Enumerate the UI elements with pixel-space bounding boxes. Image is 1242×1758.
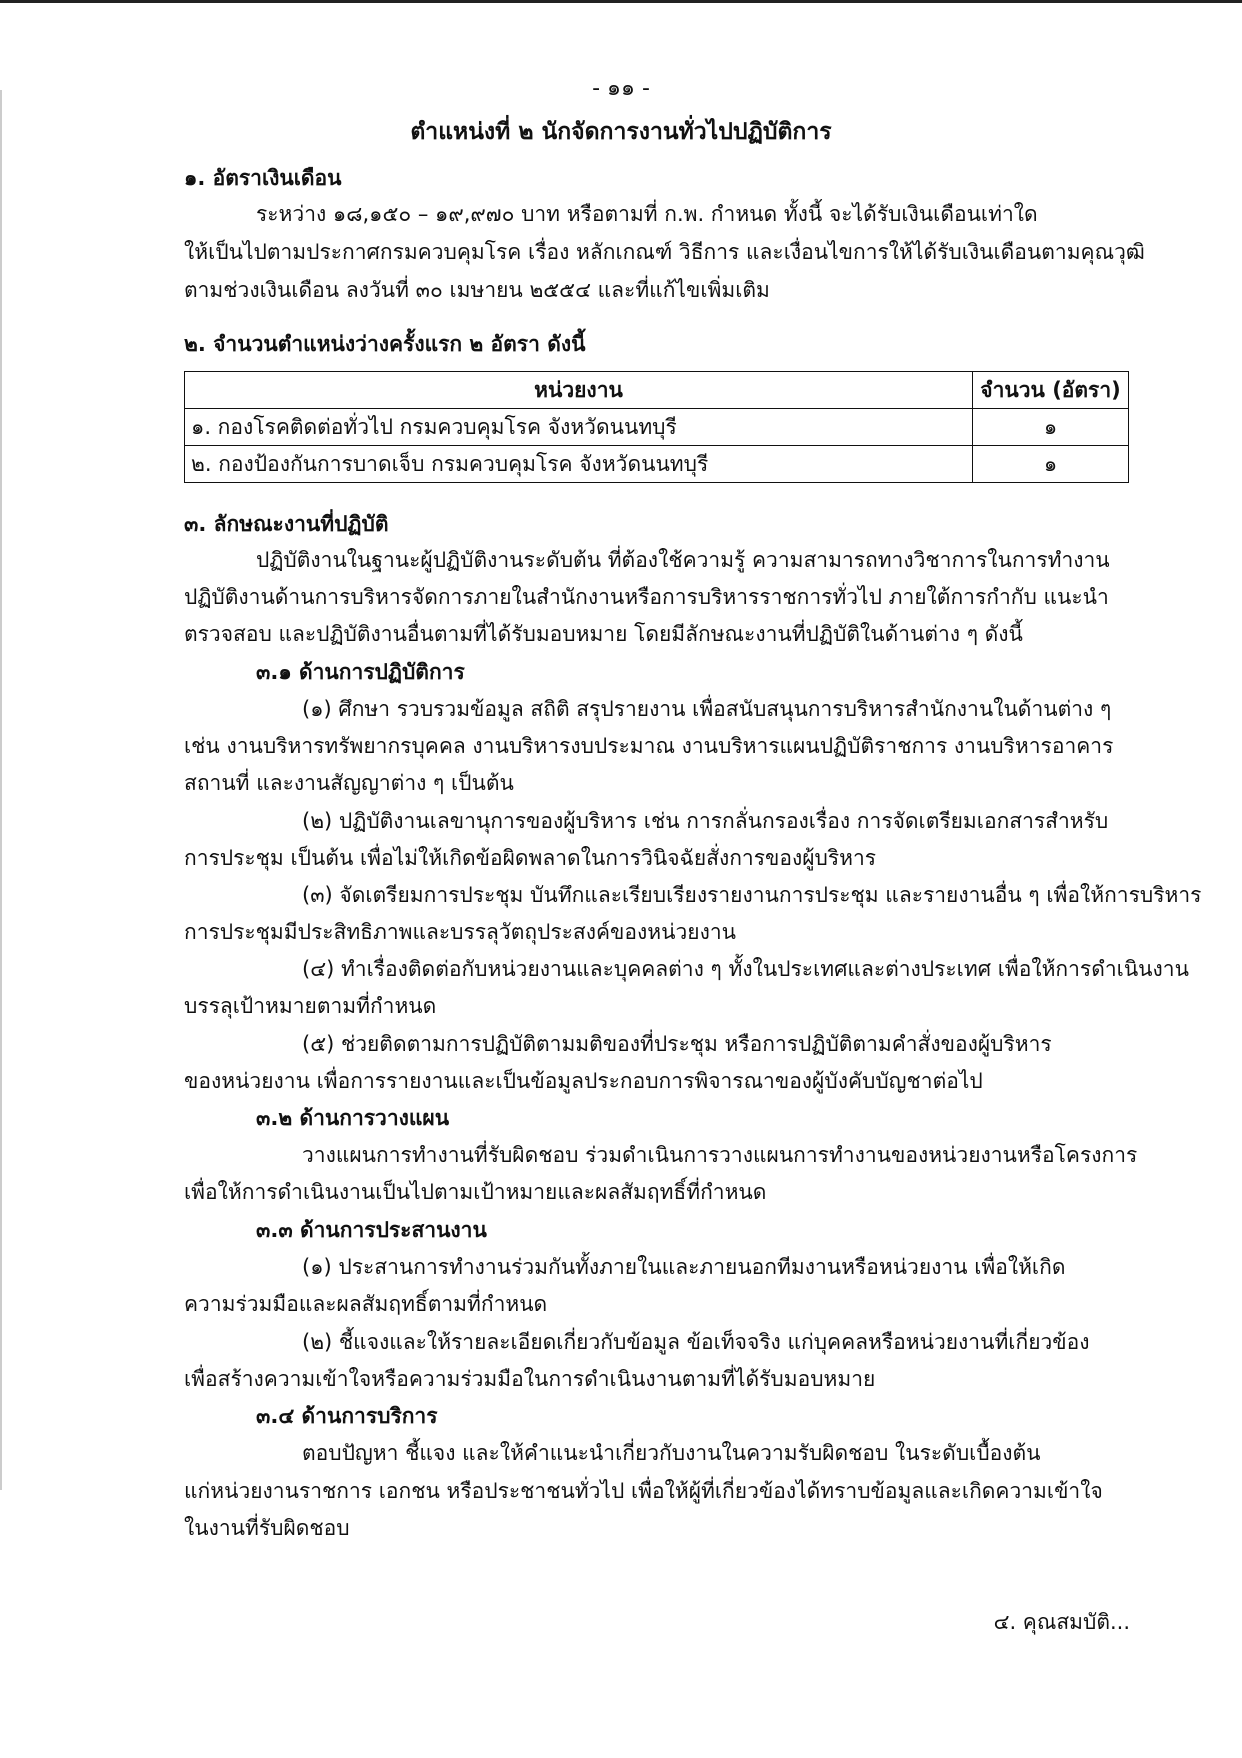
duties-intro-line: ปฏิบัติงานด้านการบริหารจัดการภายในสำนักงานหรือการบริหารราชการทั่วไป ภายใต้การกำกับ แนะนำ [184, 585, 1109, 609]
salary-line: ให้เป็นไปตามประกาศกรมควบคุมโรค เรื่อง หลักเกณฑ์ วิธีการ และเงื่อนไขการให้ได้รับเงินเดือนตามคุณวุฒิ [184, 240, 1145, 264]
duties-intro-line: ปฏิบัติงานในฐานะผู้ปฏิบัติงานระดับต้น ที่ต้องใช้ความรู้ ความสามารถทางวิชาการในการทำงาน [256, 548, 1110, 572]
item-line: (๓) จัดเตรียมการประชุม บันทึกและเรียบเรียงรายงานการประชุม และรายงานอื่น ๆ เพื่อให้การบริหาร [302, 883, 1202, 907]
item-line: วางแผนการทำงานที่รับผิดชอบ ร่วมดำเนินการวางแผนการทำงานของหน่วยงานหรือโครงการ [302, 1143, 1138, 1167]
count-cell: ๑ [973, 409, 1129, 446]
duties-intro-line: ตรวจสอบ และปฏิบัติงานอื่นตามที่ได้รับมอบหมาย โดยมีลักษณะงานที่ปฏิบัติในด้านต่าง ๆ ดังนี้ [184, 622, 1023, 646]
table-row [185, 446, 1129, 483]
item-line: เพื่อสร้างความเข้าใจหรือความร่วมมือในการดำเนินงานตามที่ได้รับมอบหมาย [184, 1367, 876, 1391]
item-line: แก่หน่วยงานราชการ เอกชน หรือประชาชนทั่วไป เพื่อให้ผู้ที่เกี่ยวข้องได้ทราบข้อมูลและเกิดความเข้าใจ [184, 1479, 1103, 1503]
duties-heading: ๓. ลักษณะงานที่ปฏิบัติ [184, 512, 389, 536]
section-3-1-heading: ๓.๑ ด้านการปฏิบัติการ [256, 660, 465, 684]
salary-line: ตามช่วงเงินเดือน ลงวันที่ ๓๐ เมษายน ๒๕๕๔ และที่แก้ไขเพิ่มเติม [184, 278, 770, 302]
item-line: สถานที่ และงานสัญญาต่าง ๆ เป็นต้น [184, 771, 514, 795]
table-header-row [185, 372, 1129, 409]
item-line: (๒) ปฏิบัติงานเลขานุการของผู้บริหาร เช่น การกลั่นกรองเรื่อง การจัดเตรียมเอกสารสำหรับ [302, 809, 1109, 833]
section-3-4-heading: ๓.๔ ด้านการบริการ [256, 1404, 438, 1428]
item-line: ความร่วมมือและผลสัมฤทธิ์ตามที่กำหนด [184, 1292, 548, 1316]
item-line: (๑) ประสานการทำงานร่วมกันทั้งภายในและภายนอกทีมงานหรือหน่วยงาน เพื่อให้เกิด [302, 1255, 1066, 1279]
next-page-cue: ๔. คุณสมบัติ... [993, 1610, 1130, 1634]
unit-cell: ๑. กองโรคติดต่อทั่วไป กรมควบคุมโรค จังหวัดนนทบุรี [185, 409, 973, 446]
item-line: บรรลุเป้าหมายตามที่กำหนด [184, 994, 437, 1018]
item-line: การประชุม เป็นต้น เพื่อไม่ให้เกิดข้อผิดพลาดในการวินิจฉัยสั่งการของผู้บริหาร [184, 846, 877, 870]
salary-heading: ๑. อัตราเงินเดือน [184, 166, 342, 190]
item-line: (๒) ชี้แจงและให้รายละเอียดเกี่ยวกับข้อมูล ข้อเท็จจริง แก่บุคคลหรือหน่วยงานที่เกี่ยวข้อง [302, 1330, 1090, 1354]
item-line: การประชุมมีประสิทธิภาพและบรรลุวัตถุประสงค์ของหน่วยงาน [184, 920, 736, 944]
item-line: ในงานที่รับผิดชอบ [184, 1516, 350, 1540]
page-number: - ๑๑ - [592, 76, 650, 101]
vacancies-table [184, 371, 1129, 483]
salary-line: ระหว่าง ๑๘,๑๕๐ – ๑๙,๙๗๐ บาท หรือตามที่ ก.พ. กำหนด ทั้งนี้ จะได้รับเงินเดือนเท่าใด [256, 202, 1038, 226]
item-line: เพื่อให้การดำเนินงานเป็นไปตามเป้าหมายและผลสัมฤทธิ์ที่กำหนด [184, 1180, 767, 1204]
item-line: (๑) ศึกษา รวบรวมข้อมูล สถิติ สรุปรายงาน เพื่อสนับสนุนการบริหารสำนักงานในด้านต่าง ๆ [302, 697, 1112, 721]
column-header-count: จำนวน (อัตรา) [973, 372, 1129, 409]
page-title: ตำแหน่งที่ ๒ นักจัดการงานทั่วไปปฏิบัติการ [410, 119, 832, 145]
item-line: ตอบปัญหา ชี้แจง และให้คำแนะนำเกี่ยวกับงานในความรับผิดชอบ ในระดับเบื้องต้น [302, 1441, 1041, 1465]
unit-cell: ๒. กองป้องกันการบาดเจ็บ กรมควบคุมโรค จังหวัดนนทบุรี [185, 446, 973, 483]
vacancies-heading: ๒. จำนวนตำแหน่งว่างครั้งแรก ๒ อัตรา ดังนี้ [184, 332, 586, 356]
item-line: (๔) ทำเรื่องติดต่อกับหน่วยงานและบุคคลต่าง ๆ ทั้งในประเทศและต่างประเทศ เพื่อให้การดำเนินงาน [302, 957, 1189, 981]
count-cell: ๑ [973, 446, 1129, 483]
item-line: เช่น งานบริหารทรัพยากรบุคคล งานบริหารงบประมาณ งานบริหารแผนปฏิบัติราชการ งานบริหารอาคาร [184, 734, 1114, 758]
table-row [185, 409, 1129, 446]
item-line: ของหน่วยงาน เพื่อการรายงานและเป็นข้อมูลประกอบการพิจารณาของผู้บังคับบัญชาต่อไป [184, 1069, 983, 1093]
column-header-unit: หน่วยงาน [185, 372, 973, 409]
section-3-3-heading: ๓.๓ ด้านการประสานงาน [256, 1218, 487, 1242]
item-line: (๕) ช่วยติดตามการปฏิบัติตามมติของที่ประชุม หรือการปฏิบัติตามคำสั่งของผู้บริหาร [302, 1032, 1052, 1056]
section-3-2-heading: ๓.๒ ด้านการวางแผน [256, 1106, 450, 1130]
